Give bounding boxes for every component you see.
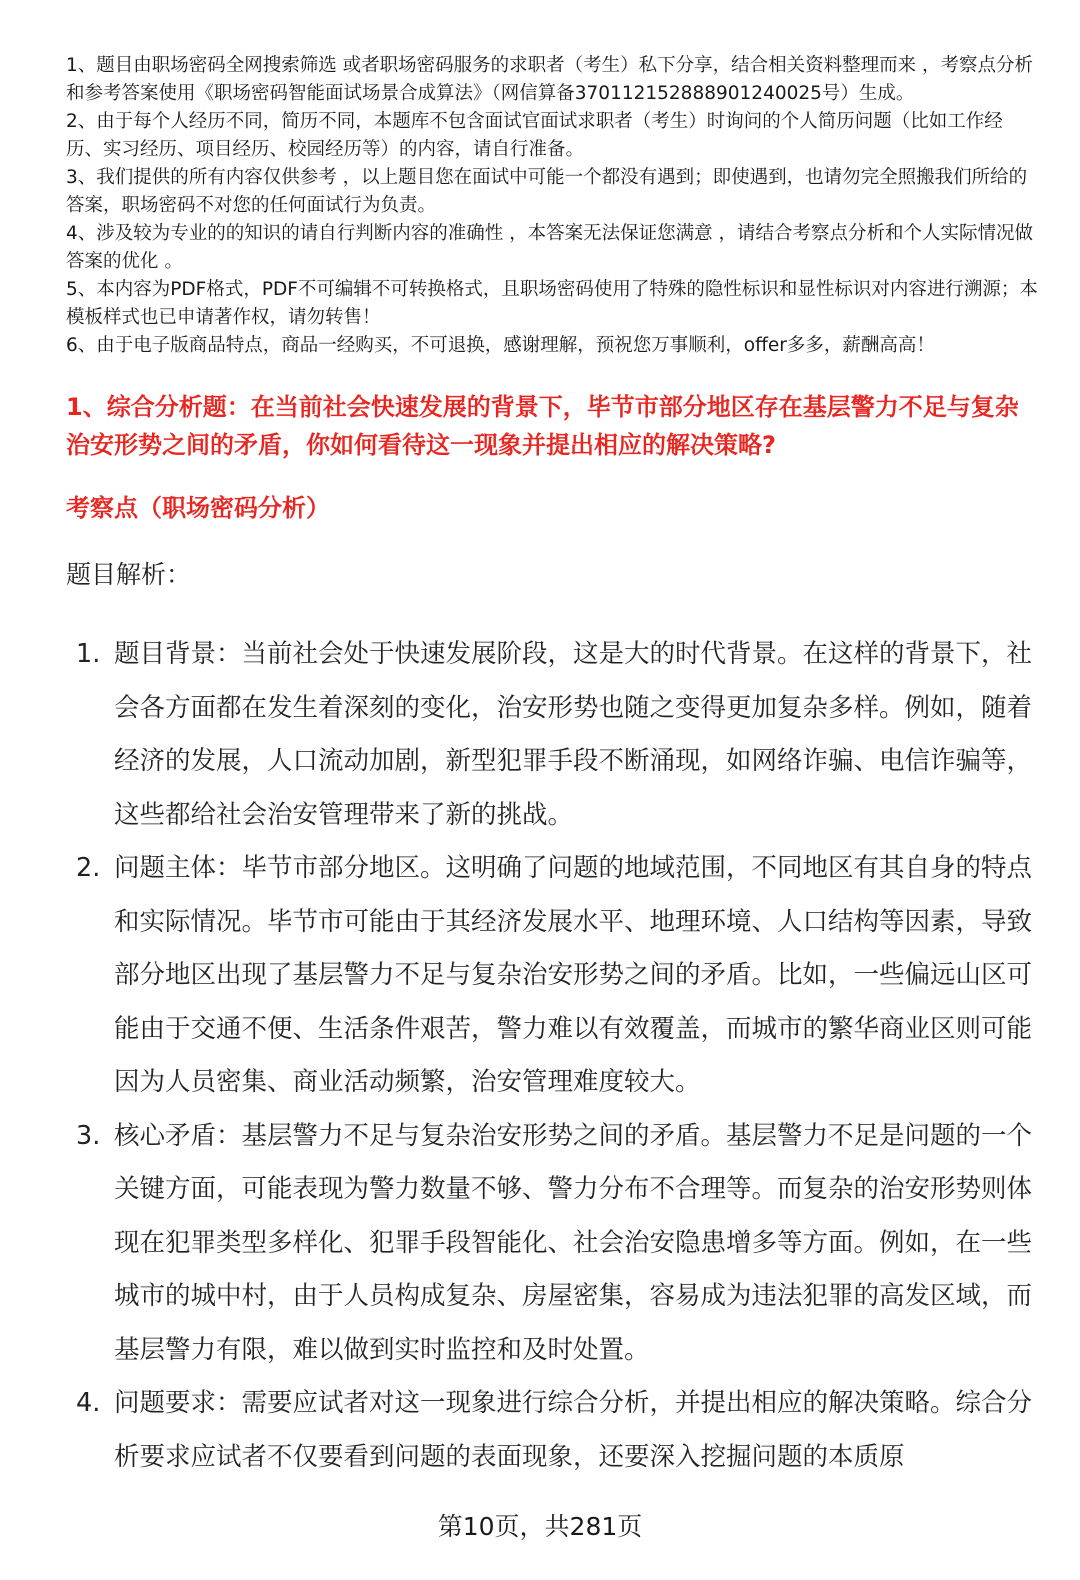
exam-point-heading: 考察点（职场密码分析） [66,494,330,522]
point-text: 题目背景：当前社会处于快速发展阶段，这是大的时代背景。在这样的背景下，社会各方面都在发生着深刻的变化，治安形势也随之变得更加复杂多样。例如，随着经济的发展，人口流动加剧，新型犯罪手段不断涌现，如网络诈骗、电信诈骗等，这些都给社会治安管理带来了新的挑战。 [114,639,1033,830]
analysis-points [66,628,1038,1484]
analysis-point [66,1110,1038,1378]
point-number: 3. [76,1120,101,1151]
question-heading: 1、综合分析题：在当前社会快速发展的背景下，毕节市部分地区存在基层警力不足与复杂治安形势之间的矛盾，你如何看待这一现象并提出相应的解决策略? [66,393,1019,459]
point-text: 核心矛盾：基层警力不足与复杂治安形势之间的矛盾。基层警力不足是问题的一个关键方面，可能表现为警力数量不够、警力分布不合理等。而复杂的治安形势则体现在犯罪类型多样化、犯罪手段智能化、社会治安隐患增多等方面。例如，在一些城市的城中村，由于人员构成复杂、房屋密集，容易成为违法犯罪的高发区域，而基层警力有限，难以做到实时监控和及时处置。 [114,1120,1033,1365]
point-text: 问题主体：毕节市部分地区。这明确了问题的地域范围，不同地区有其自身的特点和实际情况。毕节市可能由于其经济发展水平、地理环境、人口结构等因素，导致部分地区出现了基层警力不足与复杂治安形势之间的矛盾。比如，一些偏远山区可能由于交通不便、生活条件艰苦，警力难以有效覆盖，而城市的繁华商业区则可能因为人员密集、商业活动频繁，治安管理难度较大。 [114,853,1033,1097]
analysis-label: 题目解析： [66,560,192,589]
point-number: 4. [76,1388,101,1418]
notice-item: 5、本内容为PDF格式，PDF不可编辑不可转换格式，且职场密码使用了特殊的隐性标识和显性标识对内容进行溯源；本模板样式也已申请著作权，请勿转售！ [66,279,1038,328]
notice-item: 3、我们提供的所有内容仅供参考 ，以上题目您在面试中可能一个都没有遇到；即使遇到，也请勿完全照搬我们所给的答案，职场密码不对您的任何面试行为负责。 [66,167,1028,216]
analysis-point [66,628,1038,842]
notice-item: 1、题目由职场密码全网搜索筛选 或者职场密码服务的求职者（考生）私下分享，结合相关资料整理而来 ，考察点分析和参考答案使用《职场密码智能面试场景合成算法》（网信算备370112152888901240025号）生成。 [66,55,1034,104]
point-text: 问题要求：需要应试者对这一现象进行综合分析，并提出相应的解决策略。综合分析要求应试者不仅要看到问题的表面现象，还要深入挖掘问题的本质原 [114,1388,1033,1472]
page-number: 第10页，共281页 [437,1512,643,1541]
analysis-point [66,1377,1038,1484]
point-number: 1. [76,639,101,669]
analysis-point [66,842,1038,1110]
notice-item: 4、涉及较为专业的的知识的请自行判断内容的准确性 ，本答案无法保证您满意 ，请结合考察点分析和个人实际情况做答案的优化 。 [66,223,1034,272]
notice-item: 6、由于电子版商品特点，商品一经购买，不可退换，感谢理解，预祝您万事顺利，offer多多，薪酬高高！ [66,335,935,356]
notice-list [66,52,1038,360]
point-number: 2. [76,853,101,883]
notice-item: 2、由于每个人经历不同，简历不同，本题库不包含面试官面试求职者（考生）时询问的个人简历问题（比如工作经历、实习经历、项目经历、校园经历等）的内容，请自行准备。 [66,111,1003,160]
